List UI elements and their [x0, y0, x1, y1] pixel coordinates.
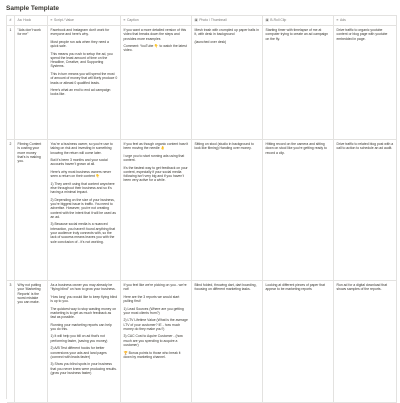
- hook-cell[interactable]: Why not putting your 'Marketing Reports' is the worst mistake you can make.: [15, 281, 48, 402]
- script-cell[interactable]: As a business owner you may already be "flying blind" on how to grow your business. 'How long' you would like to keep flying blind is up to you. The quickest way to stop wasting money on marketing is to get as much feedback as fast as possible. Running your marketing reports can help you do this. 1) It will help you bill on ad that's not performing faster, (saving you money) 2) A/B Test different hooks for better conversions your ads and land pages (connect with leads faster) 3) Show you blind spots in your business that you never knew were producing results. (grow your business faster): [48, 281, 121, 402]
- column-header-script[interactable]: ≡ Script / Value: [48, 16, 121, 25]
- table-row[interactable]: [7, 281, 397, 403]
- row-number: 3: [7, 281, 15, 402]
- script-cell[interactable]: You're a business owner, so you're use to taking on risk and investing in something knowing the return will come later. But it's been 3 months and your social accounts haven't grown at all. Here's why most business owners never seen a return on their content 👇 1) They aren't using that content anywhere else throughout their business and so it's having a minimal impact. 2) Depending on the size of your business, you're biggest issue is traffic. You need to advertise. However, you're not creating content with the intent that it will be used as an ad. 3) Because social media is a nuanced interaction, you haven't found anything that your audience truly connects with, so the lack of success means leaves you with the sole conclusion of - it's not working.: [48, 140, 121, 280]
- ads-cell[interactable]: Drive traffic to related blog post with a call to action to schedule an ad audit.: [334, 140, 397, 280]
- text-lines-icon: ≡: [123, 18, 126, 22]
- page-title: Sample Template: [6, 5, 59, 12]
- script-cell[interactable]: Facebook and Instagram don't work for everyone and here's why. Most people run ads when they need a quick sale. This means you rush to setup the ad, you spend the least amount of time on the Headline, Creative, and Supporting Systems. This in turn means you will spend the most of amount of money that will likely produce 0 leads or atleast 0 qualified leads. Here's what an end to end ad campaign looks like.: [48, 26, 121, 139]
- column-header-hook[interactable]: Aa Hook: [15, 16, 48, 25]
- photo-cell[interactable]: Sitting on stool (studio in background to look like filming) Handing over money.: [192, 140, 263, 280]
- column-header-number[interactable]: #: [7, 16, 15, 25]
- column-header-broll[interactable]: ▣ B-Roll Clip: [263, 16, 334, 25]
- hook-cell[interactable]: Filming Content is costing your more money that's is making you.: [15, 140, 48, 280]
- column-header-ads[interactable]: ≡ Ads: [334, 16, 397, 25]
- image-icon: ▣: [194, 18, 198, 22]
- text-title-icon: Aa: [17, 18, 22, 22]
- table-row[interactable]: [7, 26, 397, 140]
- broll-cell[interactable]: Starting timer with timelapse of me at computer trying to create an ad campaign on the fly.: [263, 26, 334, 139]
- table-header: [7, 16, 397, 26]
- content-table: [6, 15, 397, 399]
- ads-cell[interactable]: Run ad for a digital download that shows samples of the reports.: [334, 281, 397, 402]
- image-icon: ▣: [265, 18, 269, 22]
- photo-cell[interactable]: Blind folded, throwing dart, dart boarding, focusing on different marketing tasks.: [192, 281, 263, 402]
- caption-cell[interactable]: If you want a more detailed version of this video that breaks down the steps and provides more examples Comment: YouTube 👇 to watch the latest video.: [121, 26, 192, 139]
- text-lines-icon: ≡: [336, 18, 339, 22]
- row-number: 2: [7, 140, 15, 280]
- column-header-photo[interactable]: ▣ Photo / Thumbnail: [192, 16, 263, 25]
- hook-cell[interactable]: "Ads don't work for me": [15, 26, 48, 139]
- broll-cell[interactable]: Hitting record on the camera and sitting down on stool like you're getting ready to record a clip.: [263, 140, 334, 280]
- column-header-caption[interactable]: ≡ Caption: [121, 16, 192, 25]
- photo-cell[interactable]: Mesh trash with crumpled up paper balls in it, with desk in background (launched over desk): [192, 26, 263, 139]
- caption-cell[interactable]: If you feel like we're picking on you.. we're not! Here are the 3 reports we would start pulling first! 1) Lead Sources (Where are you getting your most clients from?) 2) LTV Lifetime Value (What is the average LTV of your customer? IE - how much money do they make you?) 3) CAC Cost to Aquire Customer - (how much are you spending to acquire a customer) 🏆 Bonus points to those who break it down by marketing channel.: [121, 281, 192, 402]
- row-number: 1: [7, 26, 15, 139]
- table-row[interactable]: [7, 140, 397, 281]
- broll-cell[interactable]: Looking at different pieces of paper that appear to be marketing reports: [263, 281, 334, 402]
- ads-cell[interactable]: Drive traffic to organic youtube content or blog page with youtube embedded in page.: [334, 26, 397, 139]
- caption-cell[interactable]: If you feel as though organic content hasn't been moving the needle 🤚 I urge you to start running ads using that content. It's the fastest way to get feedback on your content, especially if your social media following isn't very big and if you haven't been very active for a while.: [121, 140, 192, 280]
- text-lines-icon: ≡: [50, 18, 53, 22]
